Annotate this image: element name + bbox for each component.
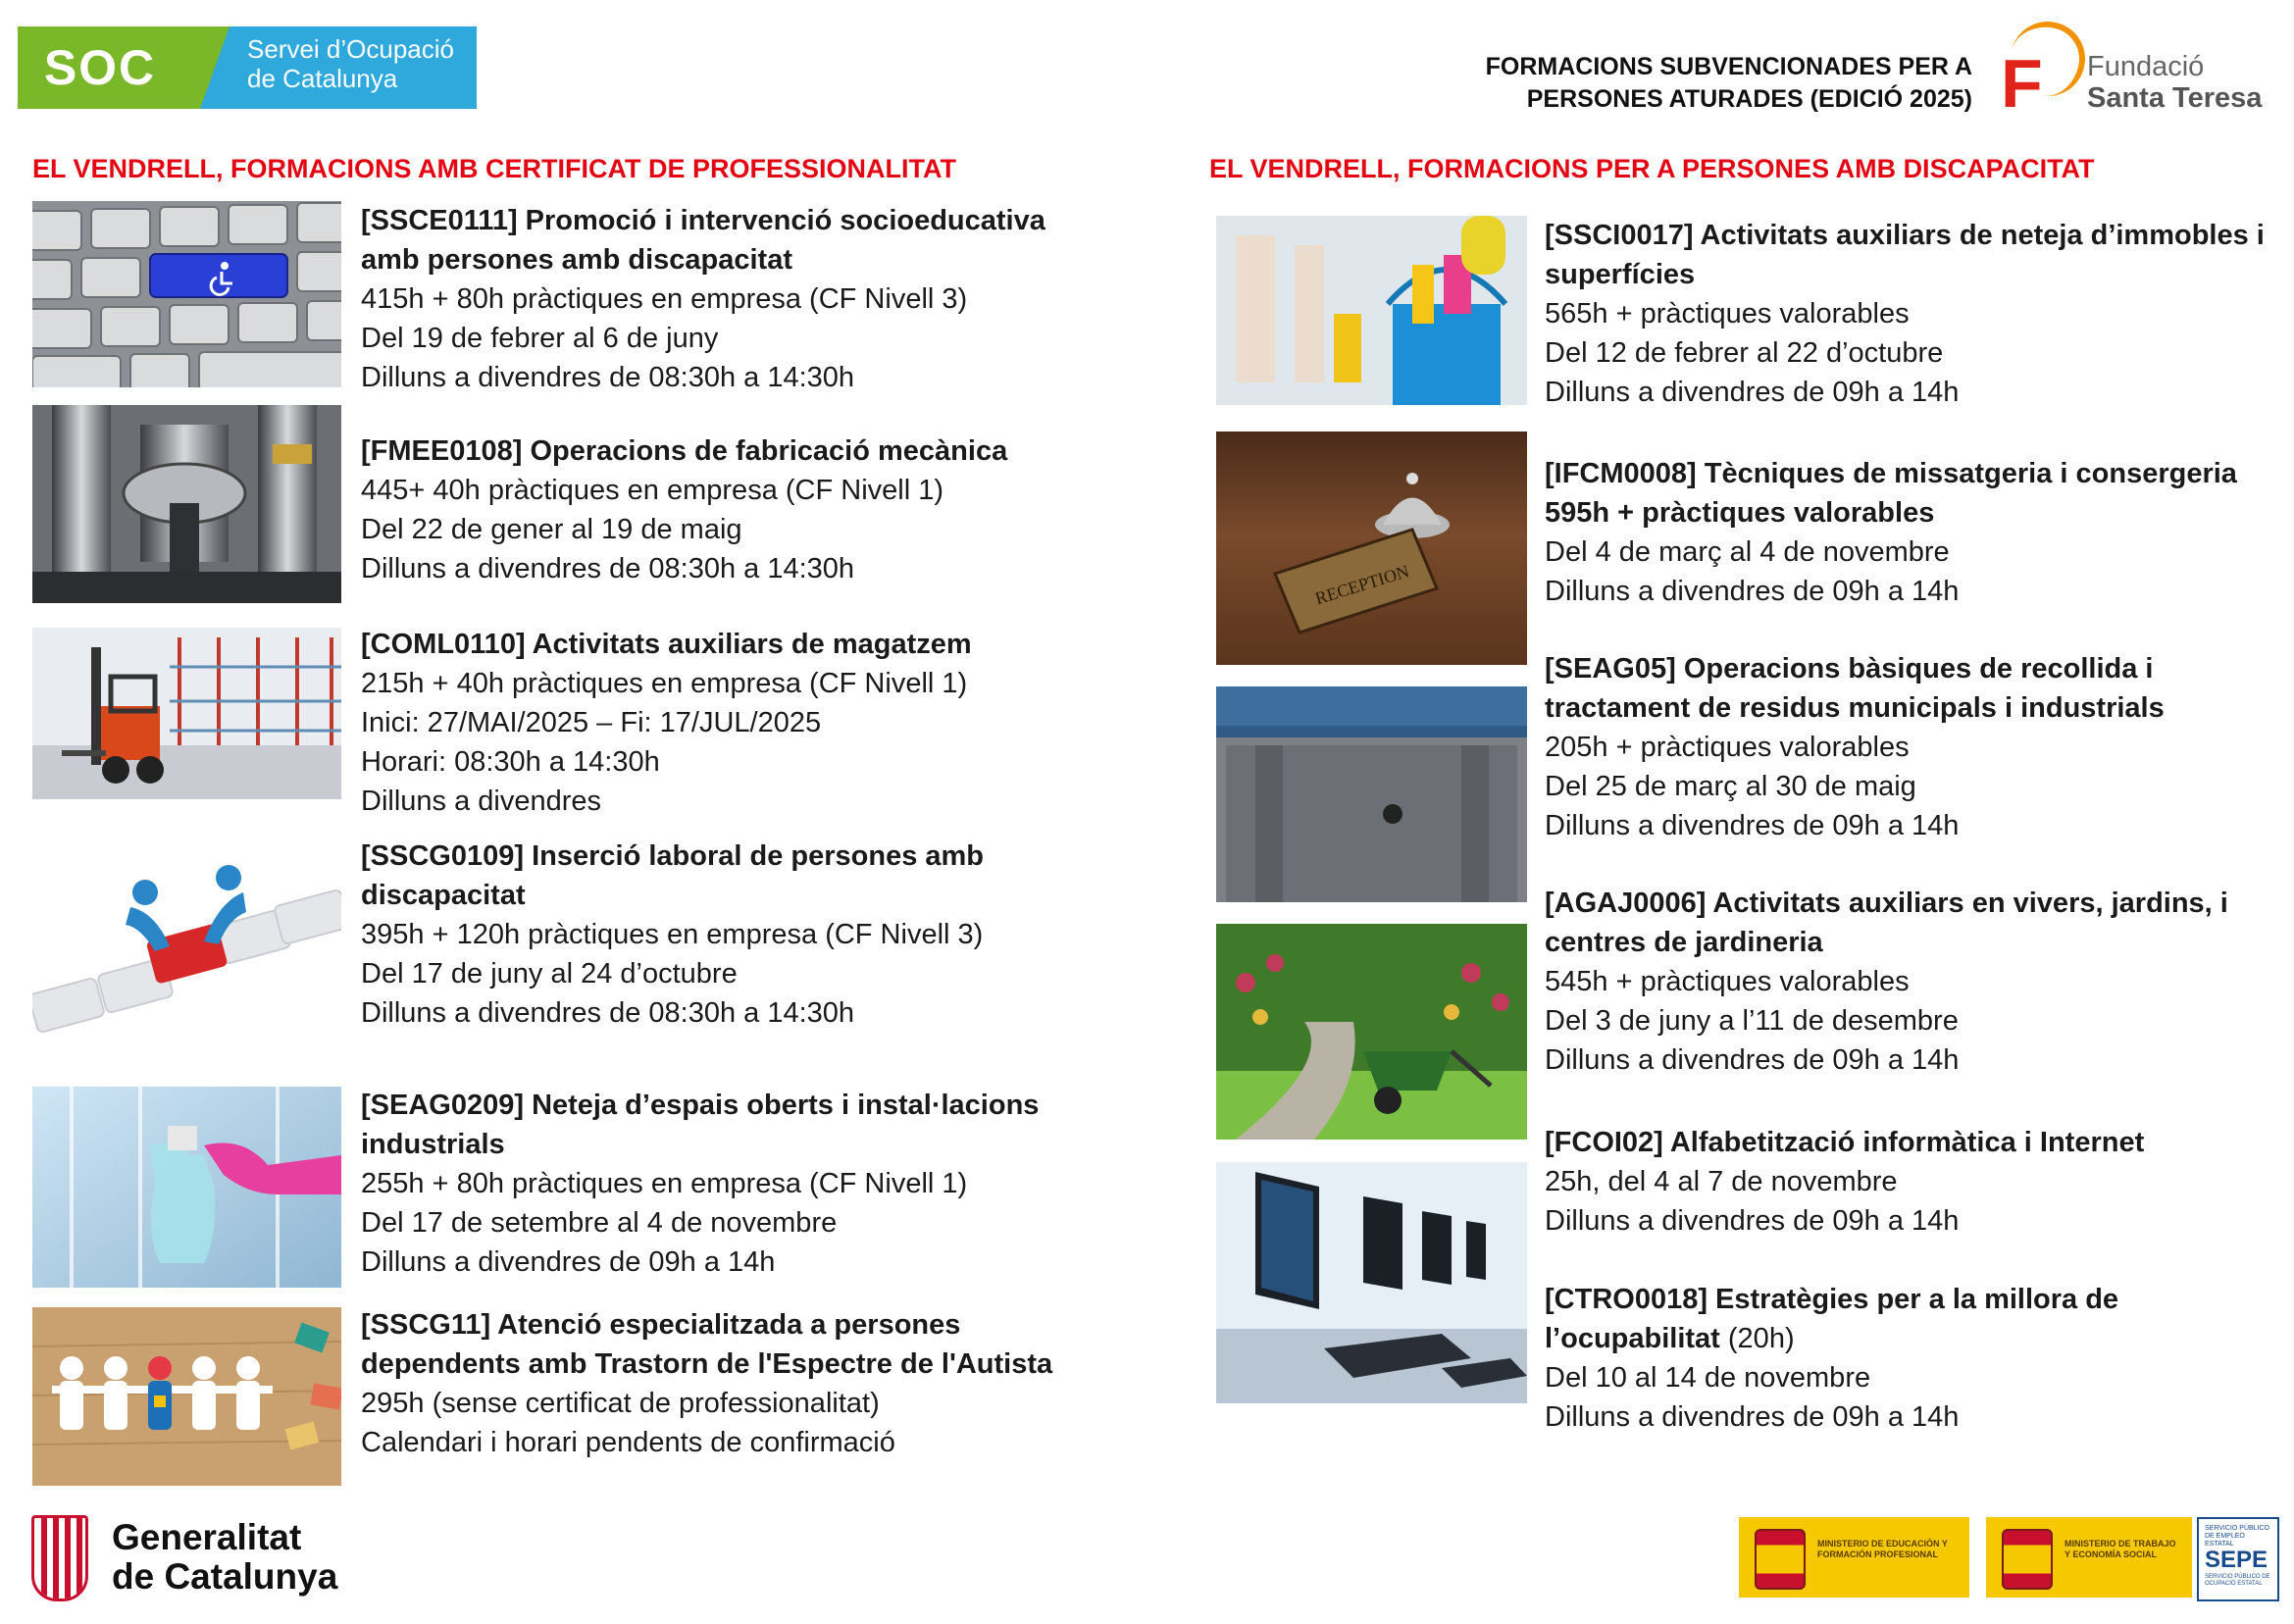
course-days: Dilluns a divendres [361, 786, 602, 817]
right-section-title: EL VENDRELL, FORMACIONS PER A PERSONES AMB DISCAPACITAT [1209, 154, 2095, 183]
course-title: [SEAG0209] Neteja d’espais oberts i instal·lacions industrials [361, 1090, 1040, 1160]
soc-abbr: SOC [18, 26, 200, 109]
course-dates: Del 17 de setembre al 4 de novembre [361, 1207, 838, 1239]
course-schedule: Dilluns a divendres de 08:30h a 14:30h [361, 362, 855, 393]
course-hours: 445+ 40h pràctiques en empresa (CF Nivell 1) [361, 475, 943, 506]
garden-wheelbarrow-image [1216, 924, 1527, 1140]
course-schedule: Dilluns a divendres de 09h a 14h [1545, 576, 1960, 607]
course-schedule: Dilluns a divendres de 09h a 14h [1545, 1044, 1960, 1076]
course-dates: Inici: 27/MAI/2025 – Fi: 17/JUL/2025 [361, 707, 822, 738]
course-title: [COML0110] Activitats auxiliars de magatzem [361, 629, 972, 660]
course-title: [CTRO0018] Estratègies per a la millora de l’ocupabilitat [1545, 1284, 2119, 1354]
keyboard-image [32, 201, 341, 387]
course-title: [SSCG0109] Inserció laboral de persones amb discapacitat [361, 840, 985, 911]
left-section-title: EL VENDRELL, FORMACIONS AMB CERTIFICAT DE PROFESSIONALITAT [32, 154, 956, 183]
warehouse-forklift-image [32, 628, 341, 799]
course-schedule: Dilluns a divendres de 08:30h a 14:30h [361, 997, 855, 1029]
paper-chain-people-image [32, 1307, 341, 1486]
ministry-education-logo [1739, 1517, 1969, 1598]
course-dates: Del 22 de gener al 19 de maig [361, 514, 742, 545]
course-hours: 295h (sense certificat de professionalitat) [361, 1388, 880, 1419]
course-hours: 395h + 120h pràctiques en empresa (CF Nivell 3) [361, 919, 984, 950]
sepe-name: SEPE [2205, 1547, 2269, 1573]
course-hours: 415h + 80h pràctiques en empresa (CF Nivell 3) [361, 283, 968, 315]
spain-crest-icon [2002, 1529, 2053, 1590]
ministry-education-text: MINISTERIO DE EDUCACIÓN Y FORMACIÓN PROFESIONAL [1817, 1539, 1948, 1559]
fundacio-line2: Santa Teresa [2087, 82, 2263, 114]
course-dates: Del 19 de febrer al 6 de juny [361, 323, 719, 354]
course-title: [SEAG05] Operacions bàsiques de recollida i tractament de residus municipals i industrials [1545, 653, 2165, 724]
course-dates: Del 3 de juny a l’11 de desembre [1545, 1005, 1959, 1037]
soc-name-line1: Servei d’Ocupació [247, 34, 454, 64]
reception-desk-image [1216, 431, 1527, 665]
course-title-suffix: (20h) [1719, 1323, 1795, 1354]
course-title: [FCOI02] Alfabetització informàtica i Internet [1545, 1127, 2145, 1158]
course-title: [AGAJ0006] Activitats auxiliars en vivers, jardins, i centres de jardineria [1545, 888, 2228, 958]
page-title-line1: FORMACIONS SUBVENCIONADES PER A [1485, 53, 1972, 80]
course-hours: 545h + pràctiques valorables [1545, 966, 1910, 997]
course-schedule: Dilluns a divendres de 09h a 14h [1545, 1205, 1960, 1237]
sepe-logo [2197, 1517, 2279, 1601]
puzzle-people-image [32, 838, 341, 1049]
ministry-work-text: MINISTERIO DE TRABAJO Y ECONOMÍA SOCIAL [2065, 1539, 2176, 1559]
svg-text:RECEPTION: RECEPTION [1312, 561, 1412, 609]
logo-f-mark: F [2001, 45, 2043, 122]
soc-name [200, 26, 454, 109]
course-title: [SSCI0017] Activitats auxiliars de neteja d’immobles i superfícies [1545, 220, 2265, 290]
machining-tools-image [32, 405, 341, 603]
course-hours: 565h + pràctiques valorables [1545, 298, 1910, 330]
course-dates: Calendari i horari pendents de confirmació [361, 1427, 895, 1458]
course-hours: 25h, del 4 al 7 de novembre [1545, 1166, 1898, 1197]
sepe-bottom-text: SERVICIO PÚBLICO DE OCUPACIÓ ESTATAL [2205, 1574, 2270, 1587]
fundacio-santa-teresa-logo [2001, 22, 2285, 120]
course-dates: Del 25 de març al 30 de maig [1545, 771, 1916, 802]
ministry-work-logo [1986, 1517, 2192, 1598]
gencat-line1: Generalitat [112, 1517, 302, 1557]
gencat-line2: de Catalunya [112, 1556, 338, 1597]
generalitat-logo [31, 1515, 365, 1599]
course-schedule: Dilluns a divendres de 08:30h a 14:30h [361, 553, 855, 584]
page-title [1286, 51, 1972, 116]
senyera-shield-icon [31, 1515, 88, 1601]
course-title: [SSCG11] Atenció especialitzada a persones dependents amb Trastorn de l'Espectre de l'Autista [361, 1309, 1053, 1380]
course-hours: 255h + 80h pràctiques en empresa (CF Nivell 1) [361, 1168, 968, 1199]
course-schedule: Dilluns a divendres de 09h a 14h [1545, 810, 1960, 841]
course-hours: 215h + 40h pràctiques en empresa (CF Nivell 1) [361, 668, 968, 699]
computer-monitors-image [1216, 1162, 1527, 1403]
soc-name-line2: de Catalunya [247, 64, 398, 93]
soc-logo [18, 26, 477, 109]
course-hours: 205h + pràctiques valorables [1545, 732, 1910, 763]
waste-container-image [1216, 686, 1527, 902]
course-title: [SSCE0111] Promoció i intervenció socioeducativa amb persones amb discapacitat [361, 205, 1045, 276]
course-title: [FMEE0108] Operacions de fabricació mecànica [361, 435, 1008, 467]
page-title-line2: PERSONES ATURADES (EDICIÓ 2025) [1526, 85, 1972, 113]
course-schedule: Dilluns a divendres de 09h a 14h [1545, 377, 1960, 408]
course-schedule: Dilluns a divendres de 09h a 14h [361, 1246, 776, 1278]
course-dates: Del 10 al 14 de novembre [1545, 1362, 1871, 1394]
spain-crest-icon [1755, 1529, 1806, 1590]
course-dates: Del 12 de febrer al 22 d’octubre [1545, 337, 1944, 369]
course-title: [IFCM0008] Tècniques de missatgeria i consergeria [1545, 458, 2237, 489]
course-dates: Del 17 de juny al 24 d’octubre [361, 958, 738, 990]
fundacio-line1: Fundació [2087, 51, 2205, 82]
course-dates: Del 4 de març al 4 de novembre [1545, 536, 1950, 568]
sepe-top-text: SERVICIO PÚBLICO DE EMPLEO ESTATAL [2205, 1525, 2270, 1548]
course-schedule: Horari: 08:30h a 14:30h [361, 746, 660, 778]
course-schedule: Dilluns a divendres de 09h a 14h [1545, 1401, 1960, 1433]
cleaning-bucket-image [1216, 216, 1527, 405]
course-hours: 595h + pràctiques valorables [1545, 497, 1935, 529]
cleaning-spray-image [32, 1087, 341, 1288]
